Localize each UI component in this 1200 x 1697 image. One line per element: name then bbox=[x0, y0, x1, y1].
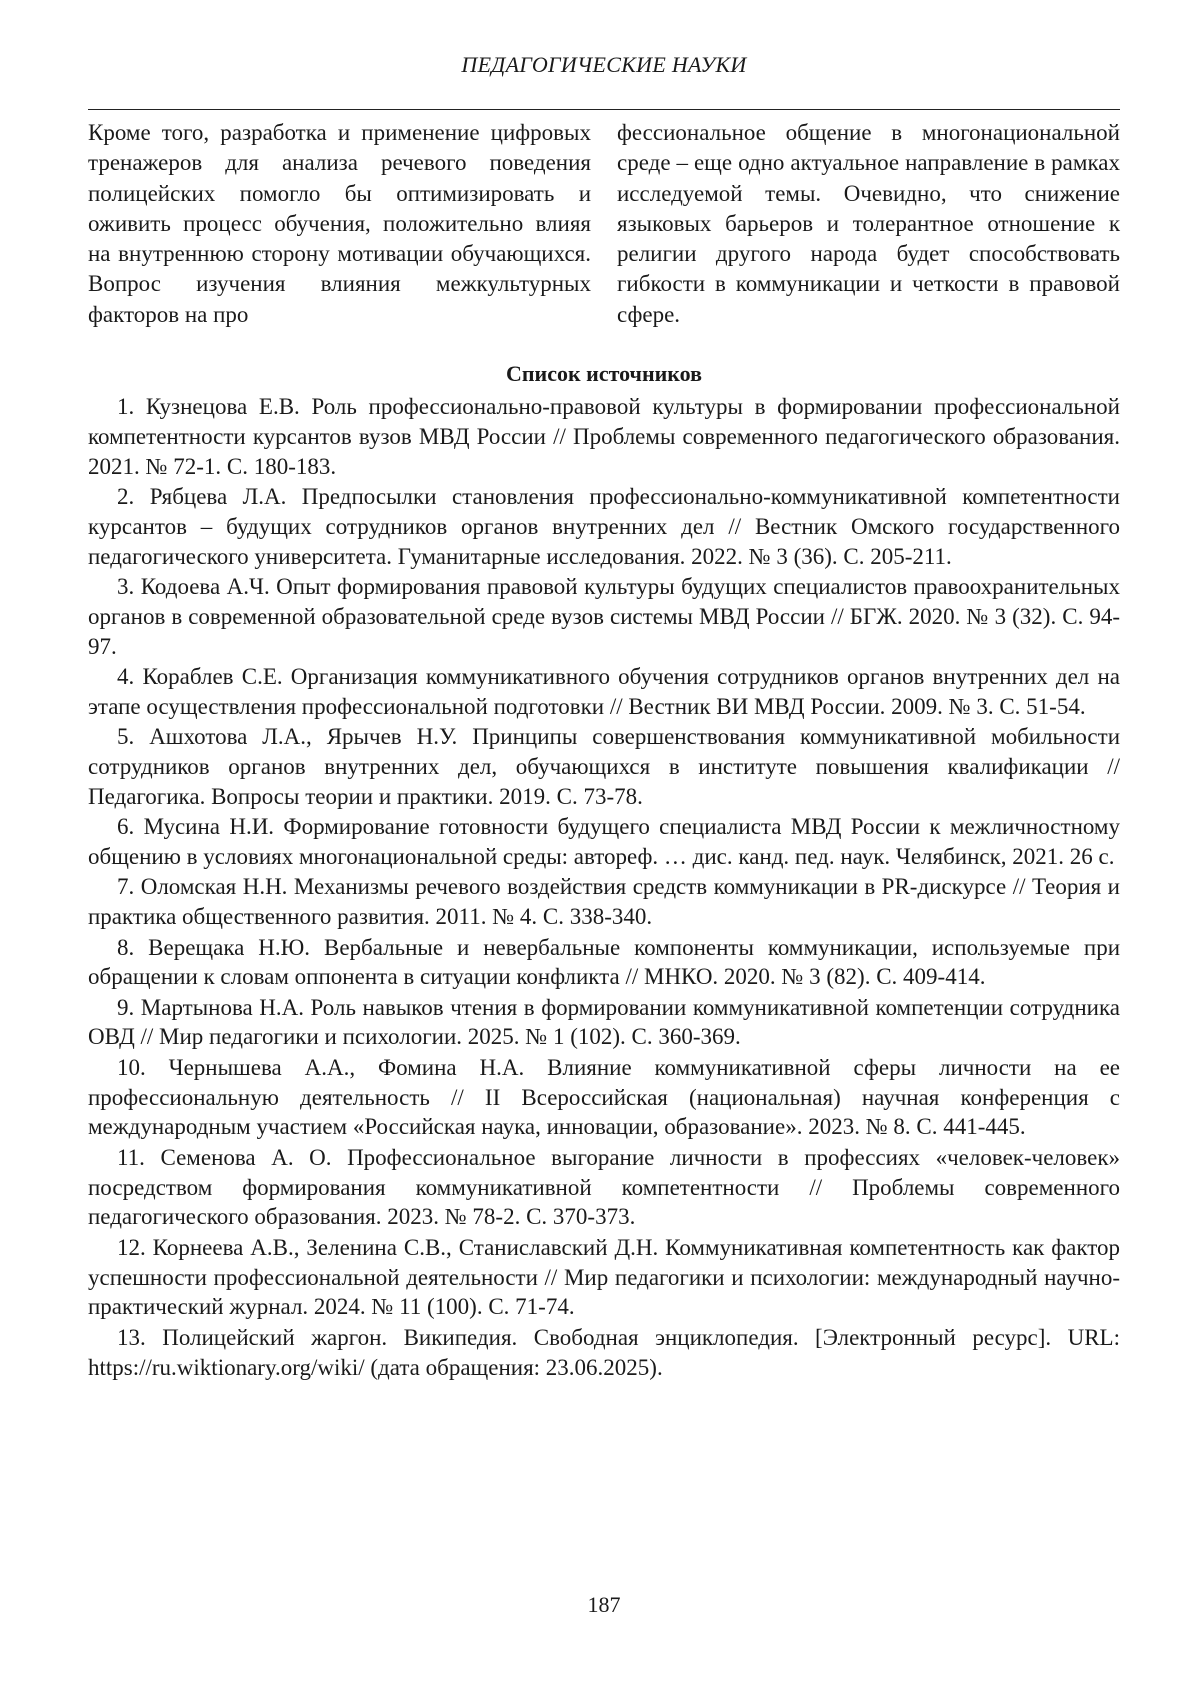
running-title: ПЕДАГОГИЧЕСКИЕ НАУКИ bbox=[461, 52, 747, 77]
reference-item: 4. Кораблев С.Е. Организация коммуникативного обучения сотрудников органов внутренних дел на этапе осуществления профессиональной подготовки // Вестник ВИ МВД России. 2009. № 3. С. 51-54. bbox=[88, 663, 1120, 719]
reference-item: 5. Ашхотова Л.А., Ярычев Н.У. Принципы совершенствования коммуникативной мобильности сотрудников органов внутренних дел, обучающихся в институте повышения квалификации // Педагогика. Вопросы теории и практики. 2019. С. 73-78. bbox=[88, 724, 1120, 809]
references-title: Список источников bbox=[505, 361, 703, 386]
reference-item: 2. Рябцева Л.А. Предпосылки становления профессионально-коммуникативной компетентности курсантов – будущих сотрудников органов внутренних дел // Вестник Омского государственного педагогического университета. Гуманитарные исследования. 2022. № 3 (36). С. 205-211. bbox=[88, 483, 1120, 569]
body-columns bbox=[88, 118, 1120, 330]
reference-item: 1. Кузнецова Е.В. Роль профессионально-правовой культуры в формировании профессиональной компетентности курсантов вузов МВД России // Проблемы современного педагогического образования. 2021. № 72-1. С. 180-183. bbox=[88, 394, 1120, 479]
reference-item: 13. Полицейский жаргон. Википедия. Свободная энциклопедия. [Электронный ресурс]. URL: https://ru.wiktionary.org/wiki/ (дата обращения: 23.06.2025). bbox=[88, 1324, 1120, 1380]
header-rule bbox=[88, 109, 1120, 110]
reference-item: 6. Мусина Н.И. Формирование готовности будущего специалиста МВД России к межличностному общению в условиях многонациональной среды: автореф. … дис. канд. пед. наук. Челябинск, 2021. 26 с. bbox=[88, 814, 1120, 869]
reference-item: 12. Корнеева А.В., Зеленина С.В., Станиславский Д.Н. Коммуникативная компетентность как фактор успешности профессиональной деятельности // Мир педагогики и психологии: международный научно-практический журнал. 2024. № 11 (100). С. 71-74. bbox=[88, 1234, 1120, 1320]
reference-item: 7. Оломская Н.Н. Механизмы речевого воздействия средств коммуникации в PR-дискурсе // Теория и практика общественного развития. 2011. № 4. С. 338-340. bbox=[88, 874, 1120, 930]
references-list bbox=[88, 392, 1120, 1383]
reference-item: 9. Мартынова Н.А. Роль навыков чтения в формировании коммуникативной компетенции сотрудника ОВД // Мир педагогики и психологии. 2025. № 1 (102). С. 360-369. bbox=[88, 994, 1120, 1050]
page-number: 187 bbox=[587, 1592, 621, 1617]
reference-item: 10. Чернышева А.А., Фомина Н.А. Влияние коммуникативной сферы личности на ее профессиональную деятельность // II Всероссийская (национальная) научная конференция с международным участием «Российская наука, инновации, образование». 2023. № 8. С. 441-445. bbox=[88, 1054, 1120, 1140]
right-column-text: фессиональное общение в многонациональной среде – еще одно актуальное направление в рамках исследуемой темы. Очевидно, что снижение языковых барьеров и толерантное отношение к религии другого народа будет способствовать гибкости в коммуникации и четкости в правовой сфере. bbox=[617, 120, 1120, 327]
reference-item: 8. Верещака Н.Ю. Вербальные и невербальные компоненты коммуникации, используемые при обращении к словам оппонента в ситуации конфликта // МНКО. 2020. № 3 (82). С. 409-414. bbox=[88, 934, 1120, 990]
left-column-text: Кроме того, разработка и применение цифровых тренажеров для анализа речевого поведения полицейских помогло бы оптимизировать и оживить процесс обучения, положительно влияя на внутреннюю сторону мотивации обучающихся. Вопрос изучения влияния межкультурных факторов на про bbox=[88, 120, 591, 327]
reference-item: 3. Кодоева А.Ч. Опыт формирования правовой культуры будущих специалистов правоохранительных органов в современной образовательной среде вузов системы МВД России // БГЖ. 2020. № 3 (32). С. 94-97. bbox=[88, 573, 1120, 659]
reference-item: 11. Семенова А. О. Профессиональное выгорание личности в профессиях «человек-человек» посредством формирования коммуникативной компетентности // Проблемы современного педагогического образования. 2023. № 78-2. С. 370-373. bbox=[88, 1144, 1120, 1230]
